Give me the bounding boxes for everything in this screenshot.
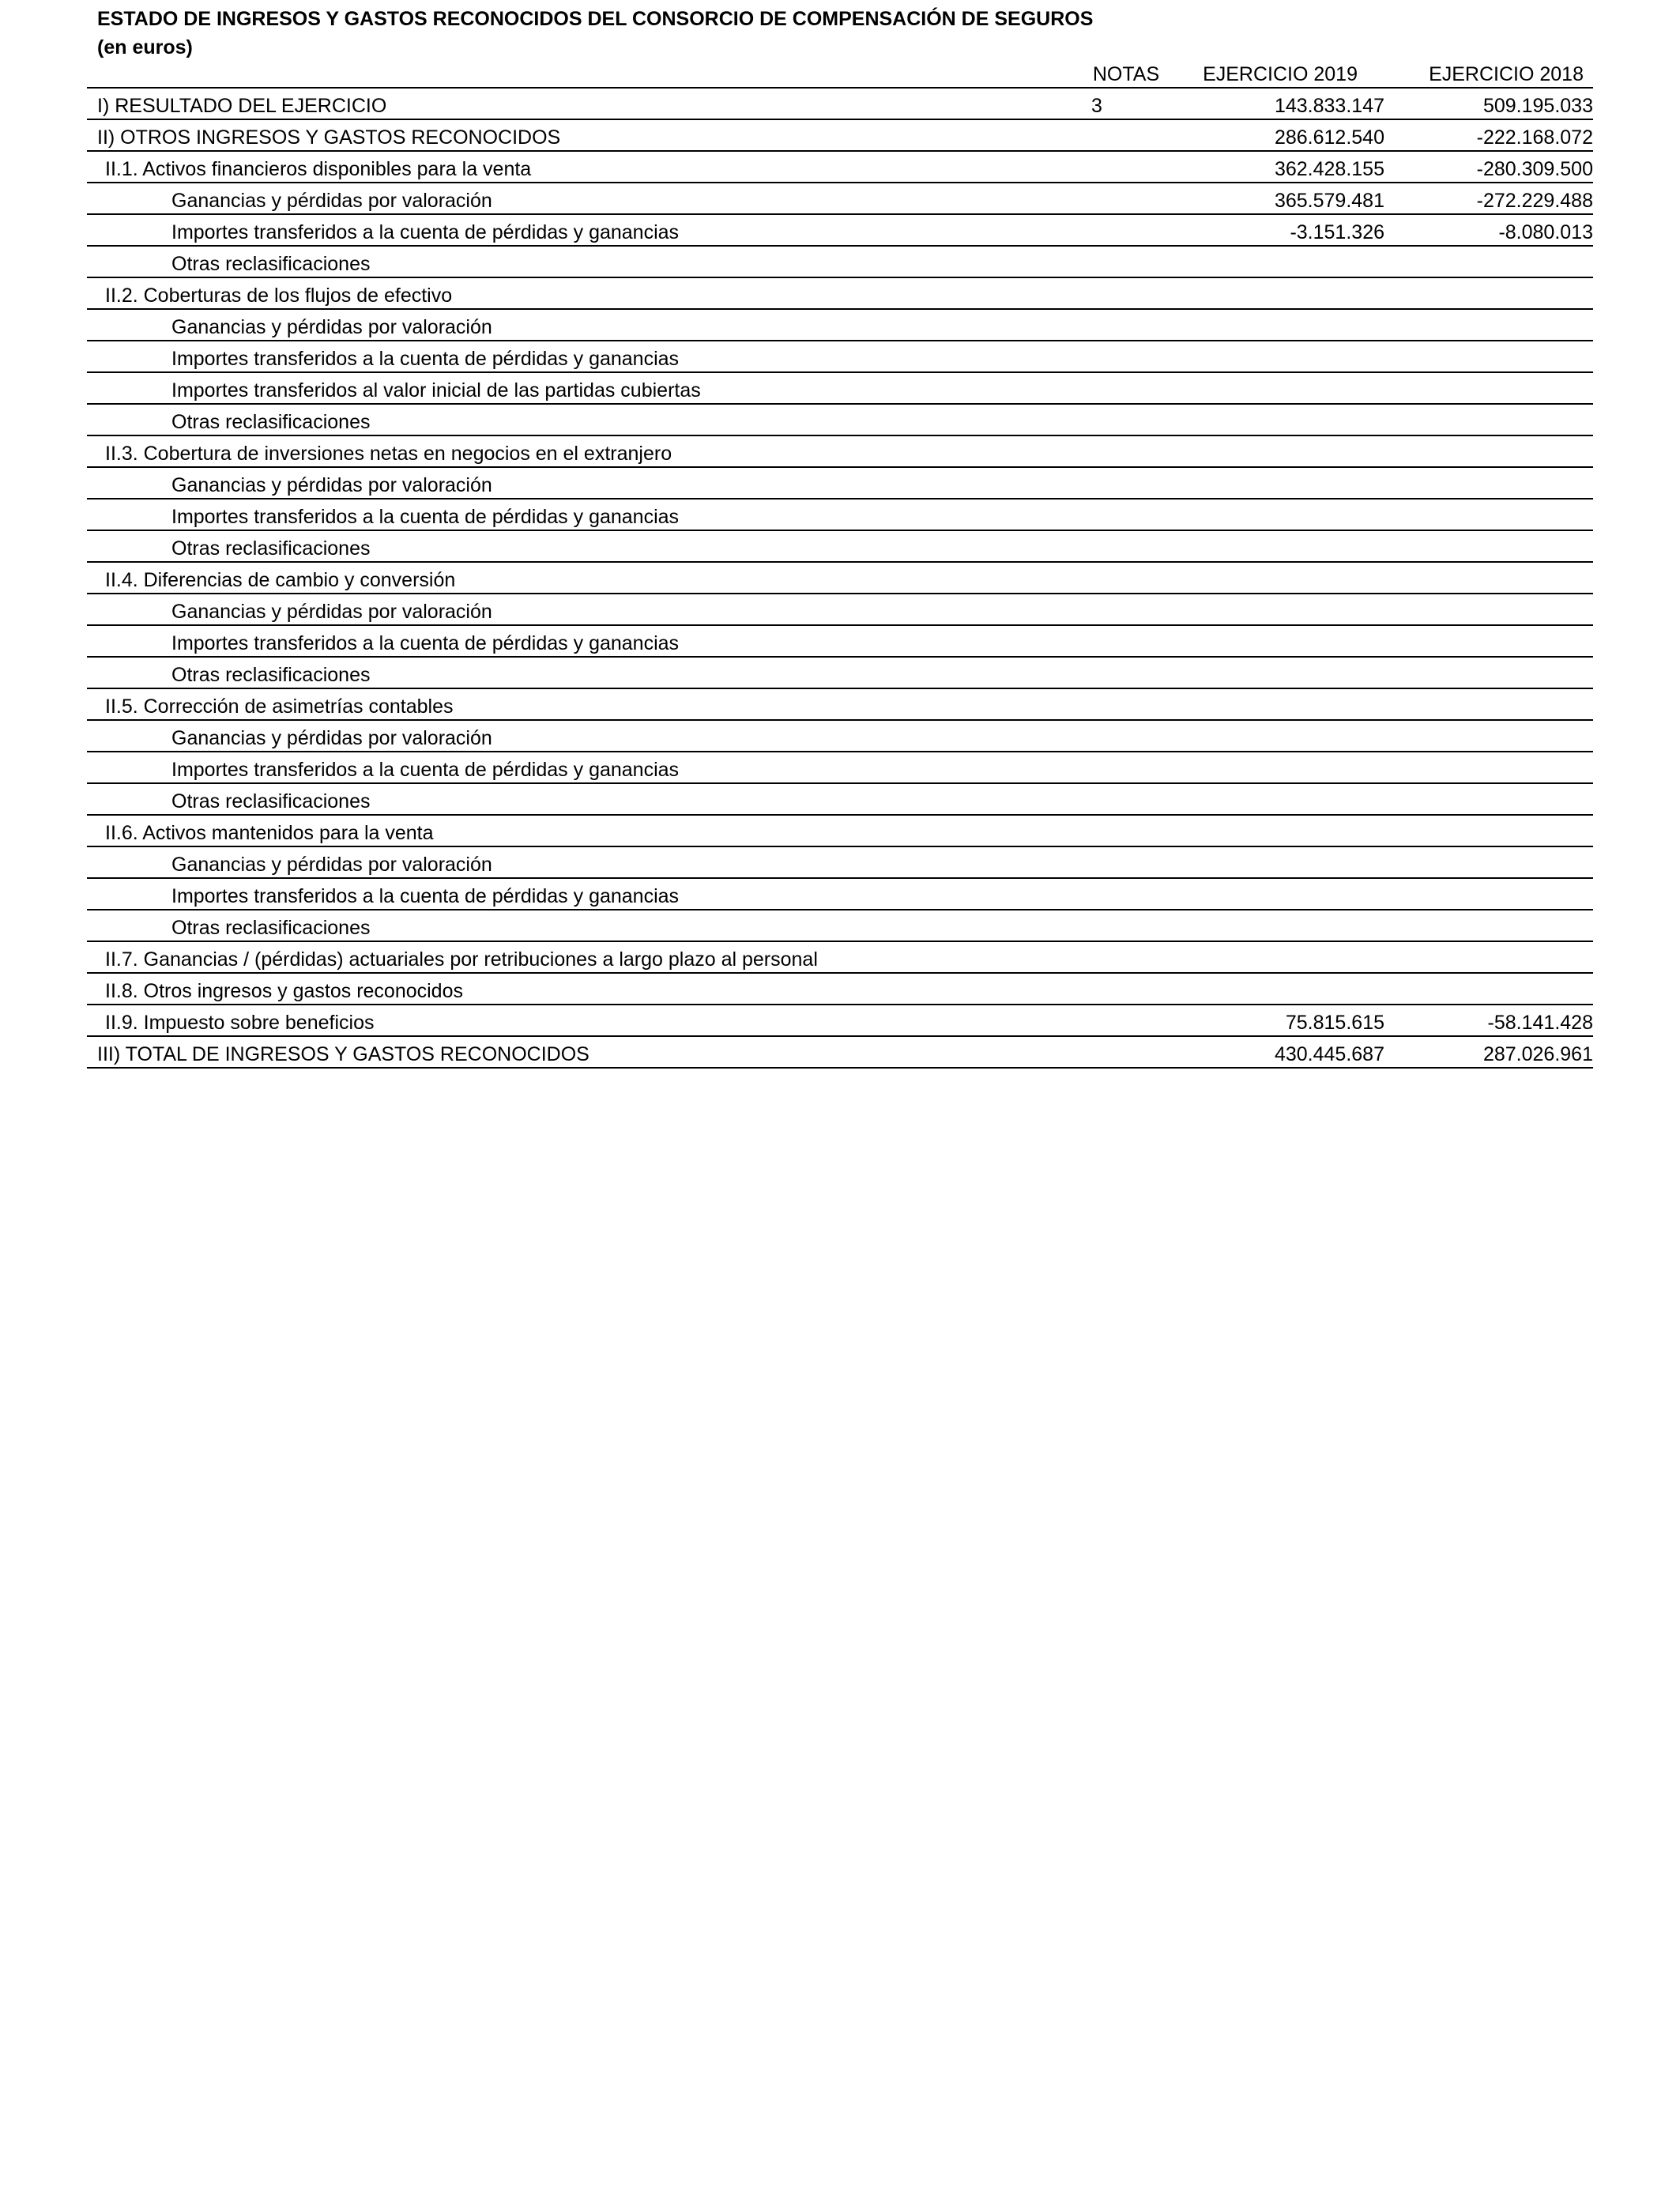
- row-label: Importes transferidos a la cuenta de pérdidas y ganancias: [87, 341, 1013, 372]
- row-ejercicio-2019-cell: [1181, 973, 1384, 1005]
- row-label: Importes transferidos al valor inicial de las partidas cubiertas: [87, 372, 1013, 404]
- table-row: [87, 752, 1593, 783]
- column-header-ejercicio-2018: EJERCICIO 2018: [1429, 63, 1584, 85]
- row-notas-cell: [1013, 910, 1181, 941]
- row-label: Ganancias y pérdidas por valoración: [87, 846, 1013, 878]
- row-ejercicio-2018-cell: 287.026.961: [1384, 1036, 1593, 1068]
- table-row: [87, 657, 1593, 688]
- row-ejercicio-2019-cell: [1181, 625, 1384, 657]
- row-label: Ganancias y pérdidas por valoración: [87, 467, 1013, 499]
- row-notas-cell: [1013, 657, 1181, 688]
- row-ejercicio-2019-cell: [1181, 815, 1384, 846]
- row-notas-cell: [1013, 625, 1181, 657]
- row-notas-cell: [1013, 1036, 1181, 1068]
- column-header-ejercicio-2019: EJERCICIO 2019: [1203, 63, 1358, 85]
- row-label: Importes transferidos a la cuenta de pérdidas y ganancias: [87, 214, 1013, 246]
- table-row: [87, 783, 1593, 815]
- row-label: Otras reclasificaciones: [87, 404, 1013, 435]
- table-row: [87, 594, 1593, 625]
- row-notas-cell: [1013, 752, 1181, 783]
- row-label: I) RESULTADO DEL EJERCICIO: [87, 89, 1013, 119]
- row-label: Ganancias y pérdidas por valoración: [87, 720, 1013, 752]
- row-notas-cell: [1013, 404, 1181, 435]
- table-row: [87, 341, 1593, 372]
- row-ejercicio-2018-cell: [1384, 246, 1593, 277]
- row-ejercicio-2018-cell: [1384, 499, 1593, 530]
- row-ejercicio-2019-cell: [1181, 941, 1384, 973]
- table-row: [87, 119, 1593, 151]
- row-notas-cell: [1013, 246, 1181, 277]
- row-ejercicio-2019-cell: [1181, 277, 1384, 309]
- row-ejercicio-2019-cell: [1181, 309, 1384, 341]
- table-row: [87, 941, 1593, 973]
- table-row: [87, 530, 1593, 562]
- row-label: II.6. Activos mantenidos para la venta: [87, 815, 1013, 846]
- row-ejercicio-2018-cell: [1384, 973, 1593, 1005]
- row-ejercicio-2018-cell: [1384, 467, 1593, 499]
- row-ejercicio-2018-cell: [1384, 404, 1593, 435]
- table-row: [87, 1005, 1593, 1036]
- row-ejercicio-2018-cell: [1384, 752, 1593, 783]
- row-notas-cell: [1013, 372, 1181, 404]
- row-notas-cell: [1013, 815, 1181, 846]
- row-ejercicio-2019-cell: 75.815.615: [1181, 1005, 1384, 1036]
- column-header-notas: NOTAS: [1092, 63, 1160, 85]
- row-notas-cell: [1013, 878, 1181, 910]
- row-notas-cell: [1013, 973, 1181, 1005]
- table-row: [87, 688, 1593, 720]
- table-row: [87, 846, 1593, 878]
- row-ejercicio-2018-cell: [1384, 309, 1593, 341]
- row-ejercicio-2018-cell: -222.168.072: [1384, 119, 1593, 151]
- row-ejercicio-2019-cell: [1181, 720, 1384, 752]
- row-notas-cell: [1013, 846, 1181, 878]
- row-ejercicio-2018-cell: -58.141.428: [1384, 1005, 1593, 1036]
- row-notas-cell: [1013, 1005, 1181, 1036]
- row-ejercicio-2019-cell: [1181, 467, 1384, 499]
- row-notas-cell: [1013, 183, 1181, 214]
- row-ejercicio-2019-cell: [1181, 530, 1384, 562]
- table-row: [87, 815, 1593, 846]
- row-ejercicio-2019-cell: [1181, 435, 1384, 467]
- table-row: [87, 720, 1593, 752]
- table-row: [87, 435, 1593, 467]
- row-ejercicio-2018-cell: [1384, 372, 1593, 404]
- row-notas-cell: [1013, 720, 1181, 752]
- row-ejercicio-2018-cell: 509.195.033: [1384, 89, 1593, 119]
- row-ejercicio-2019-cell: [1181, 404, 1384, 435]
- row-ejercicio-2018-cell: -272.229.488: [1384, 183, 1593, 214]
- table-row: [87, 372, 1593, 404]
- table-row: [87, 1036, 1593, 1068]
- row-label: II.2. Coberturas de los flujos de efectivo: [87, 277, 1013, 309]
- row-notas-cell: [1013, 688, 1181, 720]
- row-notas-cell: [1013, 530, 1181, 562]
- row-notas-cell: 3: [1013, 89, 1181, 119]
- row-notas-cell: [1013, 467, 1181, 499]
- row-notas-cell: [1013, 594, 1181, 625]
- row-ejercicio-2019-cell: -3.151.326: [1181, 214, 1384, 246]
- row-ejercicio-2019-cell: [1181, 878, 1384, 910]
- row-ejercicio-2019-cell: [1181, 246, 1384, 277]
- row-notas-cell: [1013, 783, 1181, 815]
- row-ejercicio-2019-cell: [1181, 657, 1384, 688]
- row-label: Otras reclasificaciones: [87, 657, 1013, 688]
- row-ejercicio-2018-cell: [1384, 720, 1593, 752]
- row-label: II) OTROS INGRESOS Y GASTOS RECONOCIDOS: [87, 119, 1013, 151]
- table-row: [87, 309, 1593, 341]
- row-label: Importes transferidos a la cuenta de pérdidas y ganancias: [87, 499, 1013, 530]
- row-ejercicio-2018-cell: [1384, 846, 1593, 878]
- row-ejercicio-2019-cell: [1181, 594, 1384, 625]
- row-label: II.7. Ganancias / (pérdidas) actuariales por retribuciones a largo plazo al personal: [87, 941, 1013, 973]
- row-ejercicio-2019-cell: [1181, 783, 1384, 815]
- row-label: III) TOTAL DE INGRESOS Y GASTOS RECONOCIDOS: [87, 1036, 1013, 1068]
- row-notas-cell: [1013, 341, 1181, 372]
- row-notas-cell: [1013, 119, 1181, 151]
- row-ejercicio-2018-cell: [1384, 878, 1593, 910]
- table-row: [87, 246, 1593, 277]
- table-row: [87, 214, 1593, 246]
- row-notas-cell: [1013, 499, 1181, 530]
- row-ejercicio-2019-cell: [1181, 562, 1384, 594]
- row-ejercicio-2018-cell: [1384, 815, 1593, 846]
- table-row: [87, 467, 1593, 499]
- row-label: II.1. Activos financieros disponibles para la venta: [87, 151, 1013, 183]
- row-ejercicio-2019-cell: 365.579.481: [1181, 183, 1384, 214]
- table-row: [87, 973, 1593, 1005]
- table-row: [87, 151, 1593, 183]
- row-notas-cell: [1013, 435, 1181, 467]
- table-row: [87, 183, 1593, 214]
- currency-note: (en euros): [97, 36, 193, 58]
- row-label: Importes transferidos a la cuenta de pérdidas y ganancias: [87, 752, 1013, 783]
- table-row: [87, 625, 1593, 657]
- row-ejercicio-2018-cell: [1384, 657, 1593, 688]
- table-row: [87, 878, 1593, 910]
- row-ejercicio-2019-cell: [1181, 846, 1384, 878]
- row-notas-cell: [1013, 151, 1181, 183]
- row-ejercicio-2018-cell: [1384, 341, 1593, 372]
- row-ejercicio-2019-cell: [1181, 688, 1384, 720]
- row-ejercicio-2018-cell: [1384, 910, 1593, 941]
- table-row: [87, 89, 1593, 119]
- row-ejercicio-2018-cell: [1384, 688, 1593, 720]
- row-notas-cell: [1013, 214, 1181, 246]
- row-ejercicio-2018-cell: [1384, 783, 1593, 815]
- row-notas-cell: [1013, 941, 1181, 973]
- row-label: II.9. Impuesto sobre beneficios: [87, 1005, 1013, 1036]
- row-ejercicio-2019-cell: [1181, 499, 1384, 530]
- row-ejercicio-2018-cell: -8.080.013: [1384, 214, 1593, 246]
- row-ejercicio-2019-cell: [1181, 372, 1384, 404]
- row-ejercicio-2018-cell: [1384, 941, 1593, 973]
- statement-title: ESTADO DE INGRESOS Y GASTOS RECONOCIDOS DEL CONSORCIO DE COMPENSACIÓN DE SEGUROS: [97, 8, 1094, 30]
- column-header-row: [87, 62, 1593, 89]
- row-label: Ganancias y pérdidas por valoración: [87, 183, 1013, 214]
- table-row: [87, 562, 1593, 594]
- row-ejercicio-2019-cell: 430.445.687: [1181, 1036, 1384, 1068]
- row-ejercicio-2019-cell: 143.833.147: [1181, 89, 1384, 119]
- row-label: II.3. Cobertura de inversiones netas en negocios en el extranjero: [87, 435, 1013, 467]
- row-label: II.8. Otros ingresos y gastos reconocidos: [87, 973, 1013, 1005]
- income-expense-statement-table: [87, 89, 1593, 1069]
- row-ejercicio-2019-cell: 362.428.155: [1181, 151, 1384, 183]
- row-ejercicio-2018-cell: [1384, 435, 1593, 467]
- table-row: [87, 499, 1593, 530]
- row-ejercicio-2018-cell: -280.309.500: [1384, 151, 1593, 183]
- row-notas-cell: [1013, 309, 1181, 341]
- row-notas-cell: [1013, 277, 1181, 309]
- row-label: II.5. Corrección de asimetrías contables: [87, 688, 1013, 720]
- row-label: Otras reclasificaciones: [87, 530, 1013, 562]
- row-ejercicio-2019-cell: [1181, 341, 1384, 372]
- table-row: [87, 277, 1593, 309]
- table-row: [87, 404, 1593, 435]
- table-row: [87, 910, 1593, 941]
- row-ejercicio-2018-cell: [1384, 594, 1593, 625]
- row-label: Ganancias y pérdidas por valoración: [87, 309, 1013, 341]
- row-label: Otras reclasificaciones: [87, 246, 1013, 277]
- row-label: Ganancias y pérdidas por valoración: [87, 594, 1013, 625]
- row-ejercicio-2018-cell: [1384, 277, 1593, 309]
- row-label: Importes transferidos a la cuenta de pérdidas y ganancias: [87, 878, 1013, 910]
- row-ejercicio-2019-cell: [1181, 752, 1384, 783]
- row-ejercicio-2018-cell: [1384, 625, 1593, 657]
- row-ejercicio-2018-cell: [1384, 530, 1593, 562]
- row-ejercicio-2019-cell: [1181, 910, 1384, 941]
- row-label: Importes transferidos a la cuenta de pérdidas y ganancias: [87, 625, 1013, 657]
- statement-table-body: [87, 89, 1593, 1068]
- row-label: Otras reclasificaciones: [87, 910, 1013, 941]
- row-ejercicio-2019-cell: 286.612.540: [1181, 119, 1384, 151]
- row-label: Otras reclasificaciones: [87, 783, 1013, 815]
- row-ejercicio-2018-cell: [1384, 562, 1593, 594]
- row-notas-cell: [1013, 562, 1181, 594]
- row-label: II.4. Diferencias de cambio y conversión: [87, 562, 1013, 594]
